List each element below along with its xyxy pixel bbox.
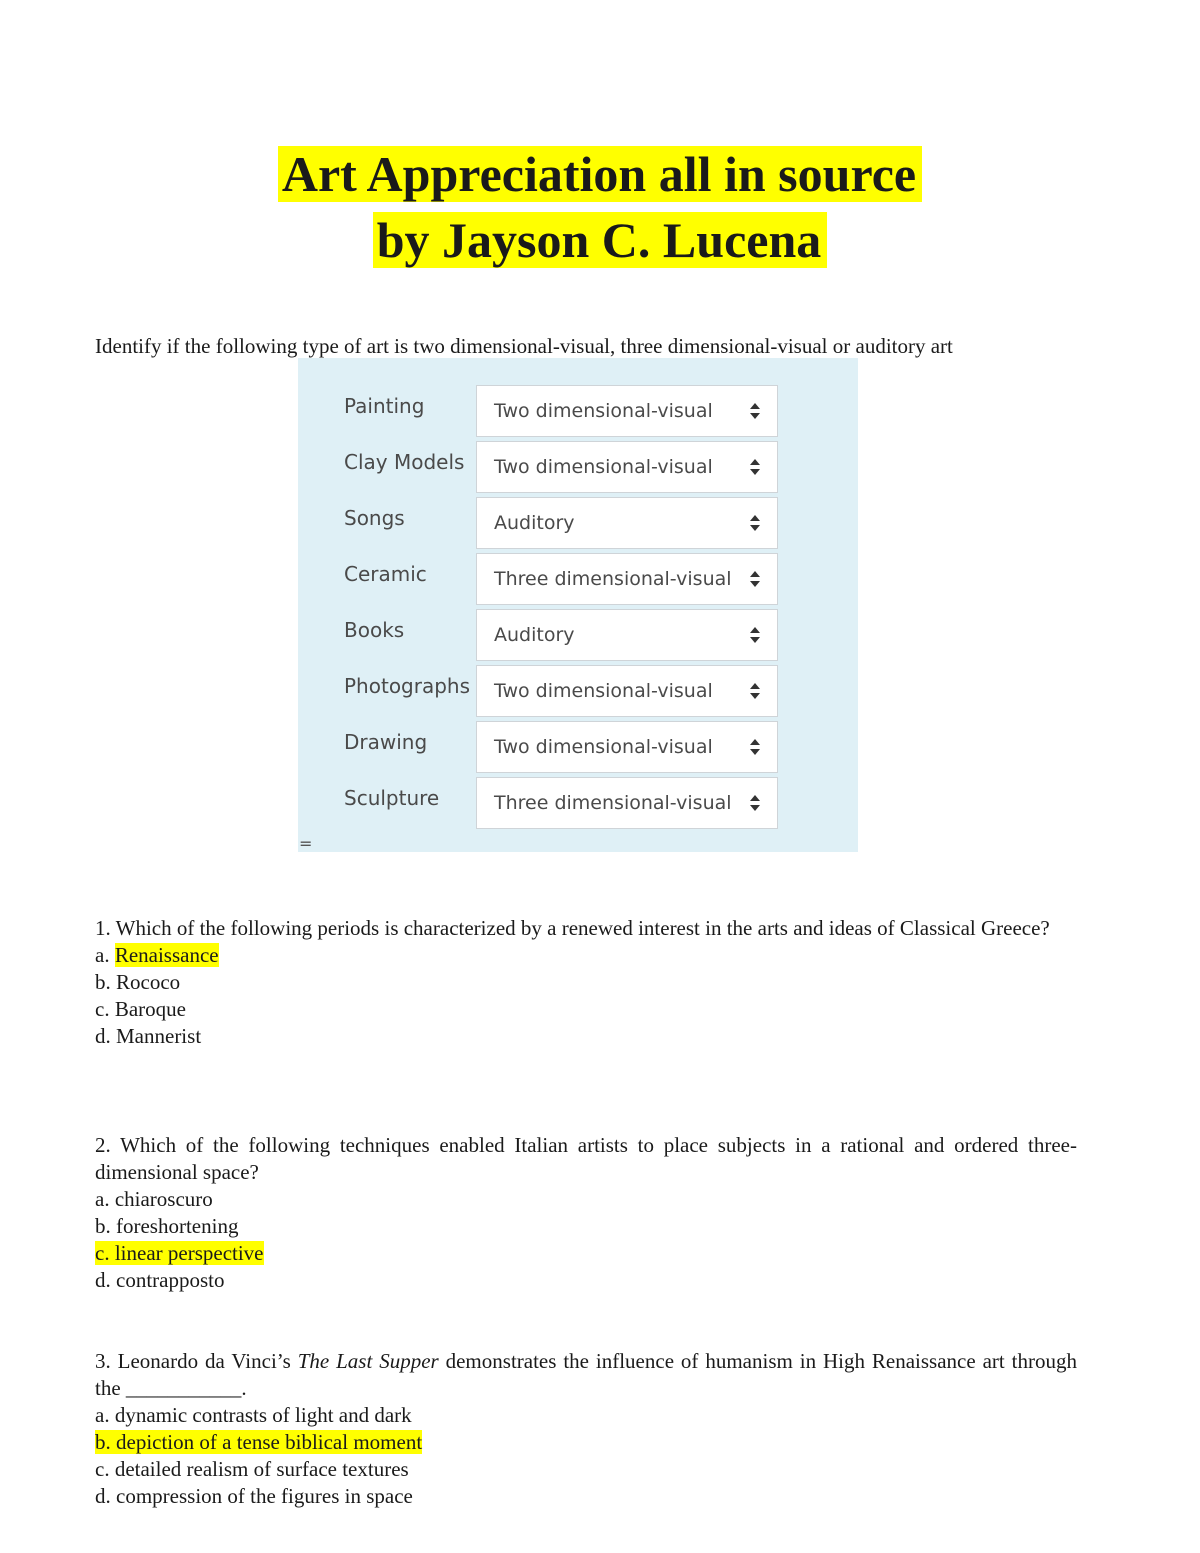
option-text: Renaissance [114, 943, 219, 967]
answer-select-value: Two dimensional-visual [494, 736, 713, 758]
question-1-option-c [95, 996, 1077, 1023]
matching-row [298, 694, 858, 758]
option-text: Baroque [114, 997, 186, 1021]
document-title-line-1 [0, 143, 1200, 205]
option-prefix: c. [95, 1457, 115, 1481]
question-2-option-c [95, 1240, 1077, 1267]
option-prefix: b. [95, 970, 116, 994]
matching-row-label: Songs [344, 506, 405, 530]
answer-select-value: Three dimensional-visual [494, 792, 732, 814]
answer-select-value: Two dimensional-visual [494, 456, 713, 478]
option-text: foreshortening [116, 1214, 239, 1238]
question-2-stem: 2. Which of the following techniques enabled Italian artists to place subjects in a rational and ordered three-dimensional space? [95, 1133, 1077, 1184]
matching-row [298, 414, 858, 478]
question-1-stem: 1. Which of the following periods is characterized by a renewed interest in the arts and ideas of Classical Greece? [95, 916, 1050, 940]
option-prefix: b. [95, 1214, 116, 1238]
option-text: Mannerist [116, 1024, 202, 1048]
matching-question-panel [298, 358, 858, 852]
answer-select-value: Three dimensional-visual [494, 568, 732, 590]
matching-row-label: Books [344, 618, 405, 642]
question-1-option-b [95, 969, 1077, 996]
option-text: Rococo [116, 970, 181, 994]
option-highlighted [95, 1241, 264, 1265]
matching-row [298, 638, 858, 702]
sort-arrows-icon [749, 792, 761, 814]
matching-row [298, 470, 858, 534]
question-2 [95, 1132, 1077, 1294]
question-2-option-a [95, 1186, 1077, 1213]
answer-select-value: Two dimensional-visual [494, 680, 713, 702]
question-3-option-d [95, 1483, 1077, 1510]
answer-select-value: Auditory [494, 624, 575, 646]
option-prefix: a. [95, 1403, 115, 1427]
question-1-option-a [95, 942, 1077, 969]
matching-row [298, 582, 858, 646]
option-highlighted [95, 1430, 422, 1454]
option-text: contrapposto [116, 1268, 225, 1292]
option-prefix: b. [95, 1430, 116, 1454]
stem-text: demonstrates the influence of humanism in High Renaissance art through the ___________. [95, 1349, 1077, 1400]
instruction-text: Identify if the following type of art is two dimensional-visual, three dimensional-visual or auditory art [95, 334, 953, 358]
document-title-line-2 [0, 209, 1200, 271]
option-prefix: a. [95, 1187, 115, 1211]
question-2-option-b [95, 1213, 1077, 1240]
question-3-option-c [95, 1456, 1077, 1483]
question-1-option-d [95, 1023, 1077, 1050]
matching-row [298, 526, 858, 590]
matching-row-label: Drawing [344, 730, 428, 754]
option-text: depiction of a tense biblical moment [116, 1430, 423, 1454]
option-prefix: a. [95, 943, 115, 967]
option-text: compression of the figures in space [116, 1484, 413, 1508]
question-3-option-b [95, 1429, 1077, 1456]
option-text: linear perspective [114, 1241, 264, 1265]
answer-select-value: Auditory [494, 512, 575, 534]
matching-row [298, 750, 858, 814]
question-2-option-d [95, 1267, 1077, 1294]
matching-row-label: Clay Models [344, 450, 465, 474]
equals-mark: = [299, 834, 313, 853]
question-3-stem [95, 1348, 1077, 1402]
option-prefix: c. [95, 1241, 115, 1265]
option-prefix: c. [95, 997, 115, 1021]
artwork-title: The Last Supper [297, 1349, 439, 1373]
option-prefix: d. [95, 1268, 116, 1292]
matching-row-label: Ceramic [344, 562, 427, 586]
matching-row [298, 358, 858, 422]
answer-select[interactable] [476, 777, 778, 829]
answer-select-value: Two dimensional-visual [494, 400, 713, 422]
title-line-1-text: Art Appreciation all in source [278, 146, 922, 202]
matching-row-label: Photographs [344, 674, 471, 698]
question-3 [95, 1348, 1077, 1510]
option-prefix: d. [95, 1024, 116, 1048]
matching-row-label: Painting [344, 394, 425, 418]
question-1 [95, 915, 1077, 1050]
option-text: detailed realism of surface textures [114, 1457, 409, 1481]
option-prefix: d. [95, 1484, 116, 1508]
stem-text: 3. Leonardo da Vinci’s [95, 1349, 298, 1373]
question-3-option-a [95, 1402, 1077, 1429]
option-text: dynamic contrasts of light and dark [114, 1403, 412, 1427]
matching-row-label: Sculpture [344, 786, 440, 810]
title-line-2-text: by Jayson C. Lucena [373, 212, 828, 268]
option-text: chiaroscuro [114, 1187, 213, 1211]
